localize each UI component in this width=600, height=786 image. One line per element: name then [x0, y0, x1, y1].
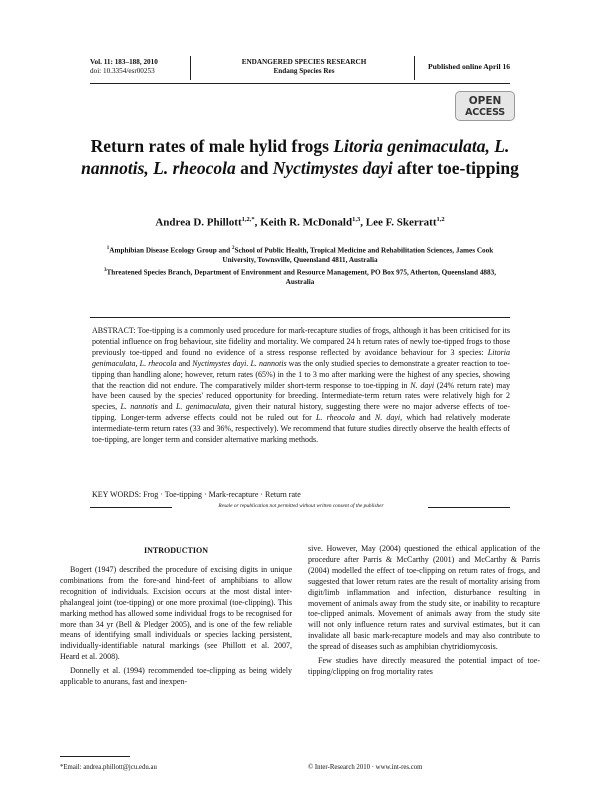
right-column-text [308, 544, 540, 678]
title-species-2: Nyctimystes dayi [272, 158, 393, 178]
title-species-1: Litoria genimaculata, L. nannotis, L. rheocola [81, 136, 510, 178]
affil-sup: 2 [231, 246, 235, 251]
open-access-logo [455, 91, 515, 121]
republication-notice: Resale or republication not permitted without written consent of the publisher [218, 503, 384, 509]
volume-info: Vol. 11: 183–188, 2010 [90, 58, 158, 66]
open-access-line2: ACCESS [465, 107, 505, 118]
publication-date: Published online April 16 [428, 62, 511, 71]
footnote-rule [60, 756, 130, 757]
open-access-line1: OPEN [468, 95, 502, 107]
author-name: Keith R. McDonald [260, 216, 353, 229]
header-rule [90, 83, 510, 84]
header-divider-left [190, 56, 191, 80]
paragraph: sive. However, May (2004) questioned the ethical application of the procedure after Parris & McCarthy (2001) and McCarthy & Parris (2004) modelled the effect of toe-clipping on return rates of frogs, and suggested that lower return rates are the result of mortality arising from digit/limb inflammation and infection, disturbance resulting in movement of animals away from the study site, or inability to recapture toe-clipped animals. Movement of animals away from the study site will not only influence return rates and survival estimates, but it can invalidate all basic mark-recapture models and may also contribute to the spread of diseases such as amphibian chytridiomycosis. [308, 544, 540, 652]
header-volume-block [90, 58, 158, 76]
notice-rule-right [428, 507, 510, 508]
paragraph: Bogert (1947) described the procedure of excising digits in unique combinations from the fore-and hind-feet of amphibians to allow recognition of individuals. Excision occurs at the most distal inter-phalangeal joint (toe-tipping) or one more proximal (toe-clipping). This marking method has allowed some individual frogs to be recognised for more than 34 yr (Bell & Pledger 2005), and is one of the few reliable means of identifying small individuals or species lacking persistent, individually-identifiable natural markings (see Phillott et al. 2007, Heard et al. 2008). [60, 565, 292, 662]
author-sup: 1,2 [436, 216, 445, 223]
corresponding-email[interactable]: *Email: andrea.phillott@jcu.edu.au [60, 764, 157, 771]
header-journal-block [204, 58, 404, 76]
journal-abbrev: Endang Species Res [273, 67, 335, 75]
affiliation-2 [90, 266, 510, 287]
doi[interactable]: doi: 10.3354/esr00253 [90, 67, 155, 75]
affil-text: Amphibian Disease Ecology Group and [109, 246, 232, 255]
left-column-text [60, 565, 292, 688]
affiliation-1 [90, 244, 510, 265]
keywords: KEY WORDS: Frog · Toe-tipping · Mark-recapture · Return rate [92, 490, 301, 499]
affil-text: Threatened Species Branch, Department of Environment and Resource Management, PO Box 975, Atherton, Queensland 4883, Australia [106, 268, 496, 286]
paragraph: Donnelly et al. (1994) recommended toe-clipping as being widely applicable to anurans, fast and inexpen- [60, 666, 292, 687]
title-text-2: and [235, 158, 273, 178]
affil-sup: 1 [106, 246, 110, 251]
article-title [80, 135, 520, 179]
abstract: ABSTRACT: Toe-tipping is a commonly used procedure for mark-recapture studies of frogs, although it has been criticised for its potential influence on frog behaviour, site fidelity and mortality. We compared 24 h return rates of newly toe-tipped frogs to those previously toe-tipped and found no evidence of a stress response reflected by avoidance behaviour for 3 species: Litoria genimaculata, L. rheocola and Nyctimystes dayi. L. nannotis was the only studied species to demonstrate a greater reaction to toe-tipping than handling alone; however, return rates (65%) in the 1 to 3 mo after marking were the highest of any species, showing that the reaction did not endure. The comparatively milder short-term response to toe-tipping in N. dayi (24% return rate) may have been caused by the species' reduced opportunity for breeding. Intermediate-term return rates were relatively high for 2 species, L. nannotis and L. genimaculata, given their natural history, suggesting there were no major adverse effects of toe-tipping. Longer-term adverse effects could not be ruled out for L. rheocola and N. dayi, which had relatively moderate intermediate-term return rates (33 and 36%, respectively). We recommend that future studies directly observe the health effects of toe-tipping, are longer term and consider alternative marking methods. [92, 326, 511, 445]
title-text-1: Return rates of male hylid frogs [90, 136, 334, 156]
author-sup: 1,3 [352, 216, 361, 223]
copyright: © Inter-Research 2010 · www.int-res.com [308, 764, 423, 771]
author-name: Lee F. Skerratt [365, 216, 437, 229]
abstract-rule [90, 317, 510, 318]
author-list: Andrea D. Phillott$^{1,2,*}$, Keith R. McDonald$^{1,3}$, Lee F. Skerratt$^{1,2}$ [155, 216, 445, 229]
author-name: Andrea D. Phillott [155, 216, 242, 229]
affil-text: School of Public Health, Tropical Medicine and Rehabilitation Sciences, James Cook University, Townsville, Queensland 4811, Australia [222, 246, 494, 264]
section-heading-introduction: INTRODUCTION [143, 546, 208, 555]
paragraph: Few studies have directly measured the potential impact of toe-tipping/clipping on frog mortality rates [308, 656, 540, 676]
author-sup: 1,2,* [241, 216, 255, 223]
journal-name: ENDANGERED SPECIES RESEARCH [241, 58, 367, 66]
header-divider-right [414, 56, 415, 80]
affil-sup: 3 [103, 268, 107, 273]
title-text-3: after toe-tipping [392, 158, 519, 178]
